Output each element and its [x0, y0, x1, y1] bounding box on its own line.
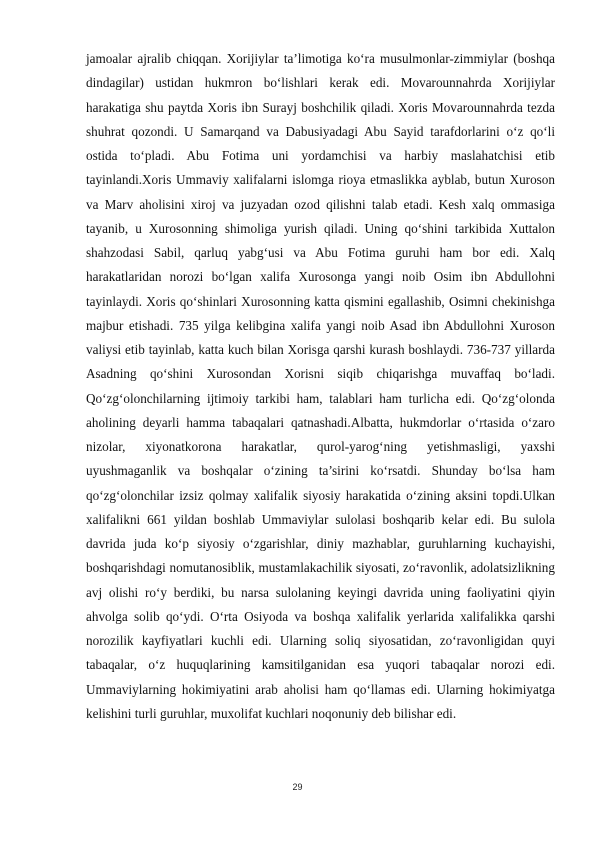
- body-paragraph: jamoalar ajralib chiqqan. Xorijiylar ta’limotiga ko‘ra musulmonlar-zimmiylar (boshqa dindagilar) ustidan hukmron bo‘lishlari kerak edi. Movarounnahrda Xorijiylar harakatiga shu paytda Xoris ibn Surayj boshchilik qiladi. Xoris Movarounnahrda tezda shuhrat qozondi. U Samarqand va Dabusiyadagi Abu Sayid tarafdorlarini o‘z qo‘li ostida to‘pladi. Abu Fotima uni yordamchisi va harbiy maslahatchisi etib tayinlandi.Xoris Ummaviy xalifalarni islomga rioya etmaslikka ayblab, butun Xuroson va Marv aholisini xiroj va juzyadan ozod qilishni talab etadi. Kesh xalq ommasiga tayanib, u Xurosonning shimoliga yurish qiladi. Uning qo‘shini tarkibida Xuttalon shahzodasi Sabil, qarluq yabg‘usi va Abu Fotima guruhi ham bor edi. Xalq harakatlaridan norozi bo‘lgan xalifa Xurosonga yangi noib Osim ibn Abdullohni tayinlaydi. Xoris qo‘shinlari Xurosonning katta qismini egallashib, Osimni chekinishga majbur etishadi. 735 yilga kelibgina xalifa yangi noib Asad ibn Abdullohni Xuroson valiysi etib tayinlab, katta kuch bilan Xorisga qarshi kurash boshlaydi. 736-737 yillarda Asadning qo‘shini Xurosondan Xorisni siqib chiqarishga muvaffaq bo‘ladi. Qo‘zg‘olonchilarning ijtimoiy tarkibi ham, talablari ham turlicha edi. Qo‘zg‘olonda aholining deyarli hamma tabaqalari qatnashadi.Albatta, hukmdorlar o‘rtasida o‘zaro nizolar, xiyonatkorona harakatlar, qurol-yarog‘ning yetishmasligi, yaxshi uyushmaganlik va boshqalar o‘zining ta’sirini ko‘rsatdi. Shunday bo‘lsa ham qo‘zg‘olonchilar izsiz qolmay xalifalik siyosiy harakatida o‘zining aksini topdi.Ulkan xalifalikni 661 yildan boshlab Ummaviylar sulolasi boshqarib kelar edi. Bu sulola davrida juda ko‘p siyosiy o‘zgarishlar, diniy mazhablar, guruhlarning kuchayishi, boshqarishdagi nomutanosiblik, mustamlakachilik siyosati, zo‘ravonlik, adolatsizlikning avj olishi ro‘y berdiki, bu narsa sulolaning keyingi davrida uning faoliyatini qiyin ahvolga solib qo‘ydi. O‘rta Osiyoda va boshqa xalifalik yerlarida xalifalikka qarshi norozilik kayfiyatlari kuchli edi. Ularning soliq siyosatidan, zo‘ravonligidan quyi tabaqalar, o‘z huquqlarining kamsitilganidan esa yuqori tabaqalar norozi edi. Ummaviylarning hokimiyatini arab aholisi ham qo‘llamas edi. Ularning hokimiyatga kelishini turli guruhlar, muxolifat kuchlari noqonuniy deb bilishar edi.: [86, 51, 555, 721]
- document-body: [86, 47, 555, 726]
- page-number: 29: [292, 782, 303, 792]
